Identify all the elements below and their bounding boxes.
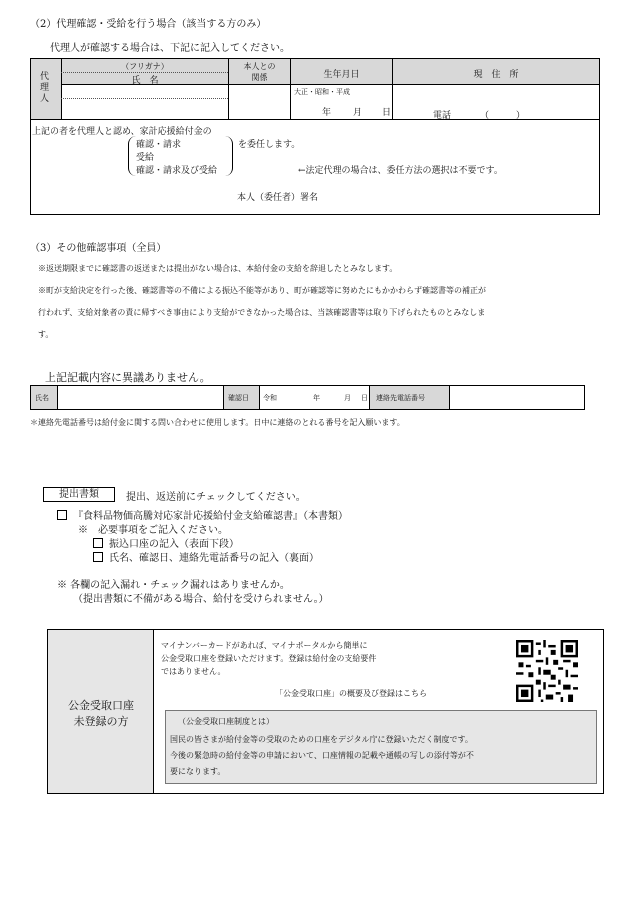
proxy-row-label: 代 理 人 [40, 72, 50, 104]
note-2-line3: す。 [38, 330, 54, 339]
name-field[interactable] [57, 386, 223, 409]
note-2-line2: 行われず、支給対象者の責に帰すべき事由により支給ができなかった場合は、当該確認書等は取り下げられたものとみなしま [38, 308, 486, 317]
phone-paren: （ ） [480, 111, 526, 121]
section2-title: （2）代理確認・受給を行う場合（該当する方のみ） [30, 19, 267, 30]
section3-title: （3）その他確認事項（全員） [30, 243, 167, 254]
phone-number-label: 連絡先電話番号 [376, 394, 425, 402]
date-label: 確認日 [228, 394, 249, 402]
checkbox-icon[interactable] [57, 510, 67, 520]
note-2-line1: ※町が支給決定を行った後、確認書等の不備による振込不能等があり、町が確認等に努めたにもかかわらず確認書等の補正が [38, 286, 486, 295]
no-objection-statement: 上記記載内容に異議ありません。 [45, 371, 211, 384]
era-options: 大正・昭和・平成 [294, 88, 350, 96]
system-explanation-box: （公金受取口座制度とは） 国民の皆さまが給付金等の受取のための口座をデジタル庁に登録いただく制度です。 今後の緊急時の給付金等の申請において、口座情報の記載や通帳の写しの添付等が不 要になります。 [165, 710, 597, 784]
furigana-header: （フリガナ） [121, 62, 169, 71]
warning-1: ※ 各欄の記入漏れ・チェック漏れはありませんか。 [57, 580, 290, 591]
phone-number-field[interactable] [449, 386, 585, 409]
legal-note: ←法定代理の場合は、委任方法の選択は不要です。 [298, 166, 503, 176]
submission-instruction: 提出、返送前にチェックしてください。 [126, 492, 306, 503]
public-account-label-panel [48, 630, 154, 793]
public-account-label-1: 公金受取口座 [68, 699, 134, 712]
birth-header: 生年月日 [323, 70, 360, 80]
name-label: 氏名 [35, 394, 49, 402]
signature-label: 本人（委任者）署名 [237, 193, 319, 203]
checkbox-icon[interactable] [93, 538, 103, 548]
registration-link[interactable]: 「公金受取口座」の概要及び登録はこちら [275, 689, 427, 698]
option-both[interactable]: 確認・請求及び受給 [136, 166, 218, 176]
checkbox-icon[interactable] [93, 552, 103, 562]
delegate-text: 上記の者を代理人と認め、家計応援給付金の [32, 127, 212, 137]
checklist-item-1[interactable]: 『食料品物価高騰対応家計応援給付金支給確認書』（本書類） [57, 507, 348, 522]
option-receive[interactable]: 受給 [136, 153, 155, 163]
option-confirm-request[interactable]: 確認・請求 [136, 140, 182, 150]
proxy-instruction: 代理人が確認する場合は、下記に記入してください。 [50, 43, 290, 54]
qr-code-icon[interactable] [516, 640, 578, 702]
public-account-box: 公金受取口座 未登録の方 マイナンバーカードがあれば、マイナポータルから簡単に 公金受取口座を登録いただけます。登録は給付金の支給要件 ではありません。 「公金受取口座」の概要及び登録はこちら （公金受取口座制度とは） 国民の皆さまが給付金等の受取のための口座をデジタル庁に登録いただく制度です。 今後の緊急時の給付金等の申請において、口座情報の記載や通帳の写しの添付等が不 要になります。 [47, 629, 604, 794]
confirm-row: 氏名 確認日 令和 年 月 日 連絡先電話番号 [30, 385, 585, 410]
required-note: ※ 必要事項をご記入ください。 [78, 525, 228, 536]
relation-header-2: 関係 [251, 73, 268, 82]
public-account-label-2: 未登録の方 [73, 715, 129, 728]
name-header: 氏 名 [131, 76, 159, 86]
warning-2: （提出書類に不備がある場合、給付を受けられません。） [73, 594, 329, 605]
checklist-sub-2[interactable]: 氏名、確認日、連絡先電話番号の記入（裏面） [93, 549, 319, 564]
checklist-sub-1[interactable]: 振込口座の記入（表面下段） [93, 535, 239, 550]
relation-header-1: 本人との [243, 62, 276, 71]
phone-footnote: ＊連絡先電話番号は給付金に関する問い合わせに使用します。日中に連絡のとれる番号を記入願います。 [30, 418, 405, 427]
phone-label: 電話 [433, 111, 452, 121]
address-header: 現 住 所 [473, 70, 519, 80]
note-1: ※返送期限までに確認書の返送または提出がない場合は、本給付金の支給を辞退したとみなします。 [38, 264, 398, 273]
delegate-suffix: を委任します。 [238, 140, 301, 150]
submission-tag: 提出書類 [43, 487, 115, 502]
